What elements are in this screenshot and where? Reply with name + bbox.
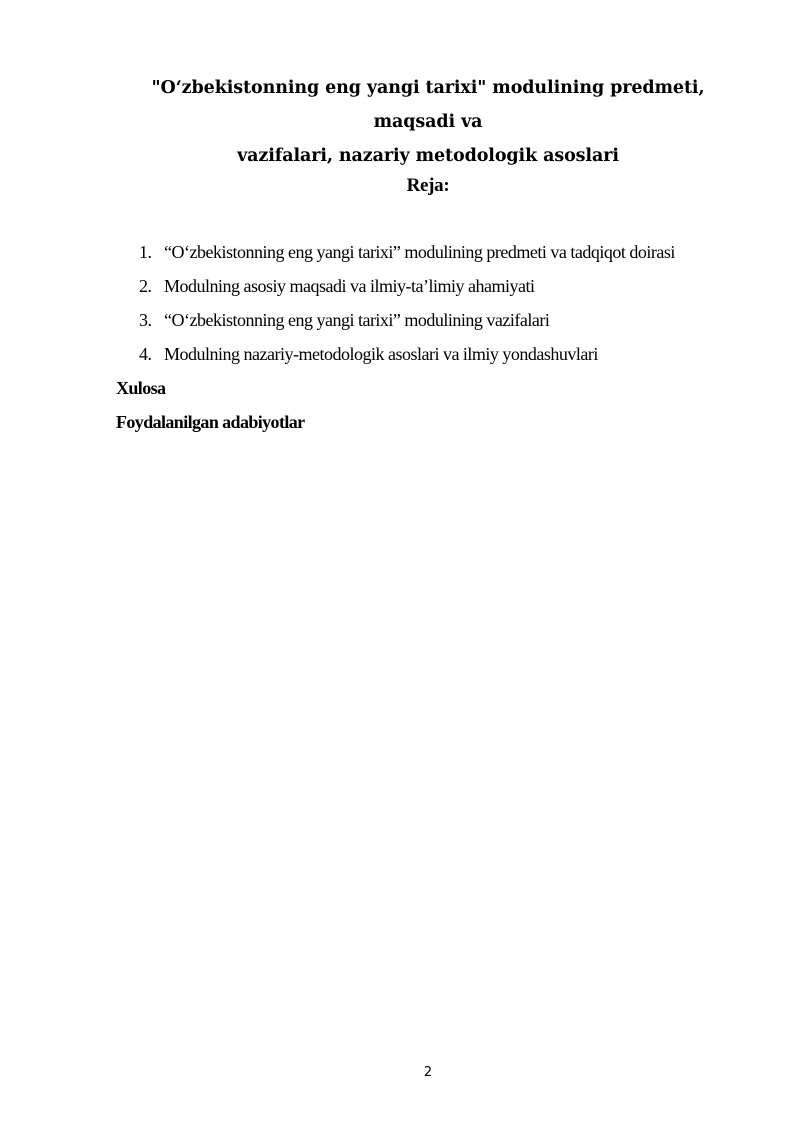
plan-item-text: Modulning asosiy maqsadi va ilmiy-ta’limiy ahamiyati <box>164 276 535 296</box>
plan-item <box>139 308 675 342</box>
plan-item-number: 4. <box>139 344 152 364</box>
plan-heading: Reja: <box>406 175 450 196</box>
plan-item-number: 1. <box>139 242 152 262</box>
plan-item-text: “O‘zbekistonning eng yangi tarixi” modulining vazifalari <box>164 310 550 330</box>
plan-list <box>139 240 675 376</box>
page-number: 2 <box>423 1065 433 1080</box>
conclusion-heading: Xulosa <box>116 378 166 398</box>
plan-item-text: “O‘zbekistonning eng yangi tarixi” modulining predmeti va tadqiqot doirasi <box>164 242 675 262</box>
plan-item <box>139 240 675 274</box>
document-title-line-2: vazifalari, nazariy metodologik asoslari <box>237 146 619 166</box>
document-title-line-1: "O‘zbekistonning eng yangi tarixi" modulining predmeti, maqsadi va <box>151 78 705 132</box>
document-title <box>110 71 746 173</box>
plan-item <box>139 342 675 376</box>
plan-item <box>139 274 675 308</box>
plan-item-number: 2. <box>139 276 152 296</box>
plan-item-text: Modulning nazariy-metodologik asoslari va ilmiy yondashuvlari <box>164 344 598 364</box>
references-heading: Foydalanilgan adabiyotlar <box>116 412 305 432</box>
plan-item-number: 3. <box>139 310 152 330</box>
